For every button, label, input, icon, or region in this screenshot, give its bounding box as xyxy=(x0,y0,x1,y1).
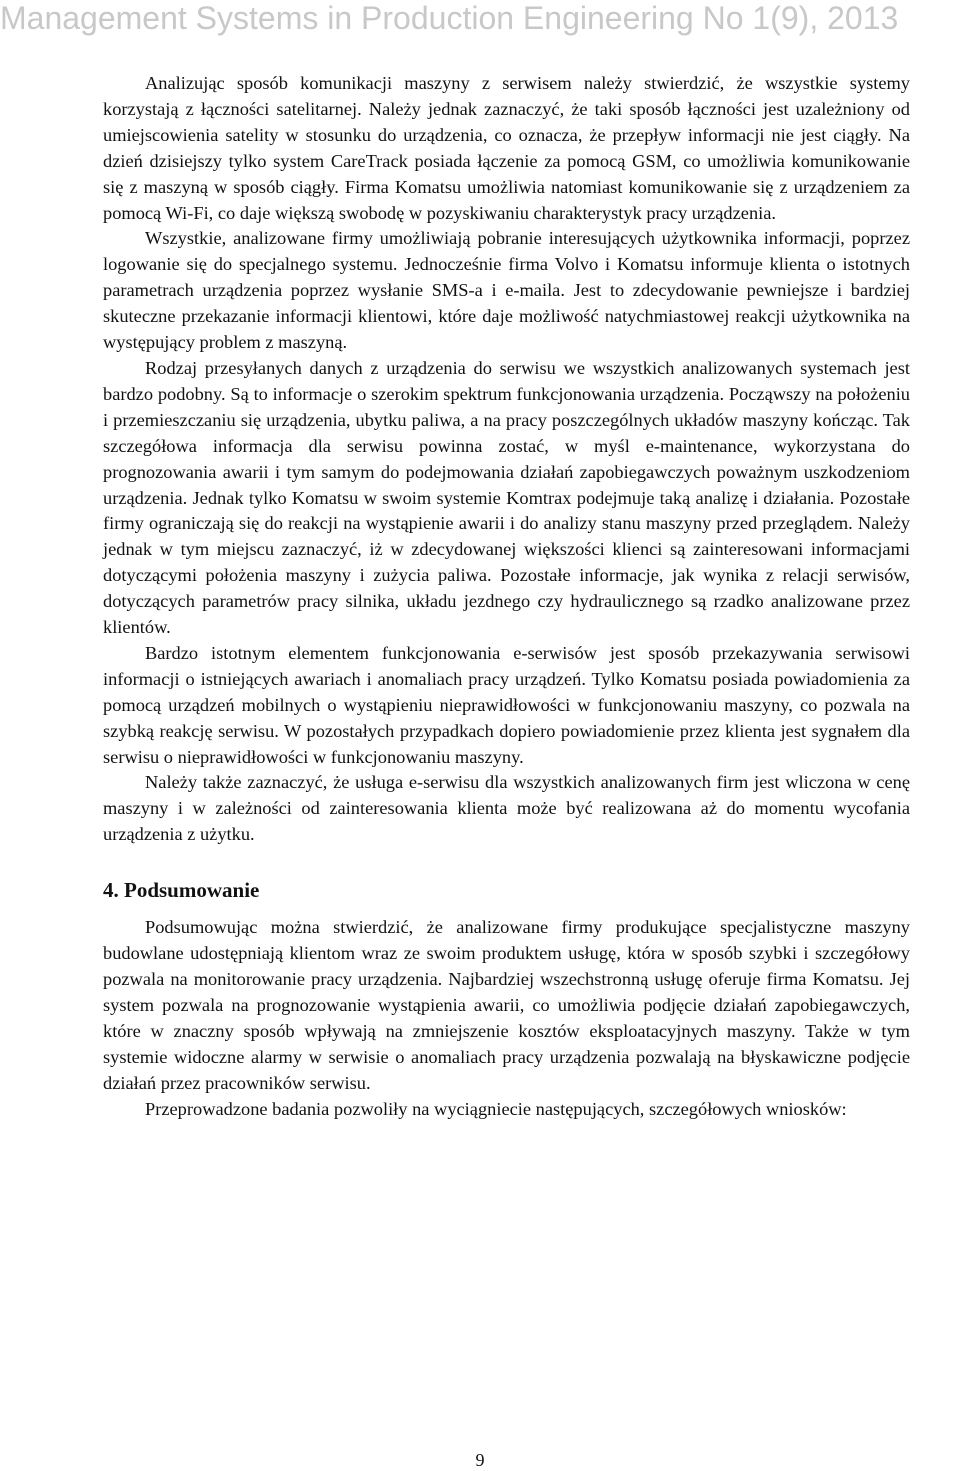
body-paragraph-service-cost: Należy także zaznaczyć, że usługa e-serwisu dla wszystkich analizowanych firm jest wliczona w cenę maszyny i w zależności od zainteresowania klienta może być realizowana aż do momentu wycofania urządzenia z użytku. xyxy=(103,772,910,845)
body-paragraph-transmitted-data: Rodzaj przesyłanych danych z urządzenia do serwisu we wszystkich analizowanych systemach jest bardzo podobny. Są to informacje o szerokim spektrum funkcjonowania urządzenia. Począwszy na położeniu i przemieszczaniu się urządzenia, ubytku paliwa, a na pracy poszczególnych układów maszyny kończąc. Tak szczegółowa informacja dla serwisu powinna zostać, w myśl e-maintenance, wykorzystana do prognozowania awarii i tym samym do podejmowania działań zapobiegawczych poważnym uszkodzeniom urządzenia. Jednak tylko Komatsu w swoim systemie Komtrax podejmuje taką analizę i działania. Pozostałe firmy ograniczają się do reakcji na wystąpienie awarii i do analizy stanu maszyny przed przeglądem. Należy jednak w tym miejscu zaznaczyć, iż w zdecydowanej większości klienci są zainteresowani informacjami dotyczącymi położenia maszyny i zużycia paliwa. Pozostałe informacje, jak wynika z relacji serwisów, dotyczących parametrów pracy silnika, układu jezdnego czy hydraulicznego są rzadko analizowane przez klientów. xyxy=(103,357,910,638)
section-heading-summary: 4. Podsumowanie xyxy=(103,878,260,903)
summary-paragraph-conclusion: Podsumowując można stwierdzić, że analizowane firmy produkujące specjalistyczne maszyny budowlane udostępniają klientom wraz ze swoim produktem usługę, która w sposób szybki i szczegółowy pozwala na monitorowanie pracy urządzenia. Najbardziej wszechstronną usługę oferuje firma Komatsu. Jej system pozwala na prognozowanie wystąpienia awarii, co umożliwia podjęcie działań zapobiegawczych, które w znaczny sposób wpływają na zmniejszenie kosztów eksploatacyjnych maszyny. Także w tym systemie widoczne alarmy w serwisie o anomaliach pracy urządzenia pozwalają na błyskawiczne podjęcie działań przez pracowników serwisu. xyxy=(103,917,910,1093)
page-number: 9 xyxy=(475,1450,485,1470)
running-header: Management Systems in Production Engineering No 1(9), 2013 xyxy=(0,0,899,36)
body-paragraph-satellite-communication: Analizując sposób komunikacji maszyny z serwisem należy stwierdzić, że wszystkie systemy korzystają z łączności satelitarnej. Należy jednak zaznaczyć, że taki sposób łączności jest uzależniony od umiejscowienia satelity w stosunku do urządzenia, co oznacza, że przepływ informacji nie jest ciągły. Na dzień dzisiejszy tylko system CareTrack posiada łączenie za pomocą GSM, co umożliwia komunikowanie się z maszyną w sposób ciągły. Firma Komatsu umożliwia natomiast komunikowanie się z urządzeniem za pomocą Wi-Fi, co daje większą swobodę w pozyskiwaniu charakterystyk pracy urządzenia. xyxy=(103,73,910,223)
summary-paragraph-findings-intro: Przeprowadzone badania pozwoliły na wyciągniecie następujących, szczegółowych wniosków: xyxy=(145,1098,847,1119)
body-paragraph-failure-notification: Bardzo istotnym elementem funkcjonowania e-serwisów jest sposób przekazywania serwisowi informacji o istniejących awariach i anomaliach pracy urządzeń. Tylko Komatsu posiada powiadomienia za pomocą urządzeń mobilnych o wystąpieniu nieprawidłowości w funkcjonowaniu maszyny, co pozwala na szybką reakcję serwisu. W pozostałych przypadkach dopiero powiadomienie przez klienta jest sygnałem dla serwisu o nieprawidłowości w funkcjonowaniu maszyny. xyxy=(103,642,910,767)
body-paragraph-information-access: Wszystkie, analizowane firmy umożliwiają pobranie interesujących użytkownika informacji, poprzez logowanie się do specjalnego systemu. Jednocześnie firma Volvo i Komatsu informuje klienta o istotnych parametrach urządzenia poprzez wysłanie SMS-a i e-maila. Jest to zdecydowanie pewniejsze i bardziej skuteczne przekazanie informacji klientowi, które daje możliwość natychmiastowej reakcji użytkownika na występujący problem z maszyną. xyxy=(103,228,910,353)
page-body xyxy=(103,71,910,1122)
